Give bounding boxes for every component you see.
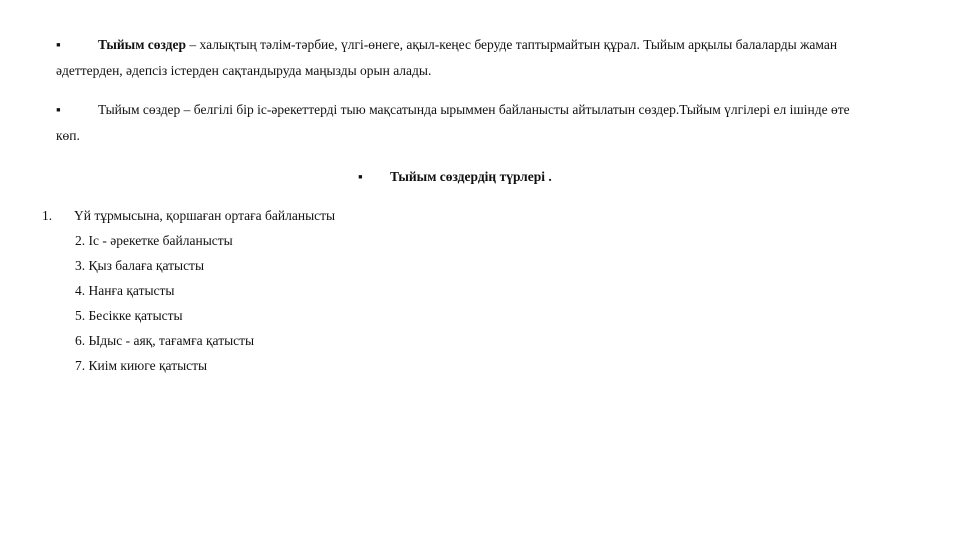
- bullet-icon: ▪: [56, 102, 61, 117]
- section-heading: [358, 165, 552, 189]
- list-item: [42, 205, 335, 227]
- paragraph-explanation: [56, 97, 876, 149]
- list-item: 5. Бесікке қатысты: [75, 308, 183, 323]
- list-item: 6. Ыдыс - аяқ, тағамға қатысты: [75, 333, 255, 348]
- categories-list: [75, 230, 254, 380]
- list-item: 4. Нанға қатысты: [75, 283, 175, 298]
- list-item: 3. Қыз балаға қатысты: [75, 258, 205, 273]
- list-item: 7. Киім киюге қатысты: [75, 358, 208, 373]
- bullet-icon: ▪: [358, 169, 363, 184]
- list-item: 2. Іс - әрекетке байланысты: [75, 233, 233, 248]
- paragraph-text: Тыйым сөздер – белгілі бір іс-әрекеттерді тыю мақсатында ырыммен байланысты айтылатын сөздер.Тыйым үлгілері ел ішінде өте көп.: [56, 102, 850, 143]
- term: Тыйым сөздер: [98, 37, 187, 52]
- paragraph-definition: [56, 32, 876, 84]
- list-number: 1.: [42, 208, 53, 223]
- bullet-icon: ▪: [56, 37, 61, 52]
- heading-text: Тыйым сөздердің түрлері .: [390, 169, 552, 184]
- paragraph-text: – халықтың тәлім-тәрбие, үлгі-өнеге, ақыл-кеңес беруде таптырмайтын құрал. Тыйым арқылы балаларды жаман әдеттерден, әдепсіз істерден сақтандыруда маңызды орын алады.: [56, 37, 838, 78]
- list-item-text: Үй тұрмысына, қоршаған ортаға байланысты: [74, 208, 336, 223]
